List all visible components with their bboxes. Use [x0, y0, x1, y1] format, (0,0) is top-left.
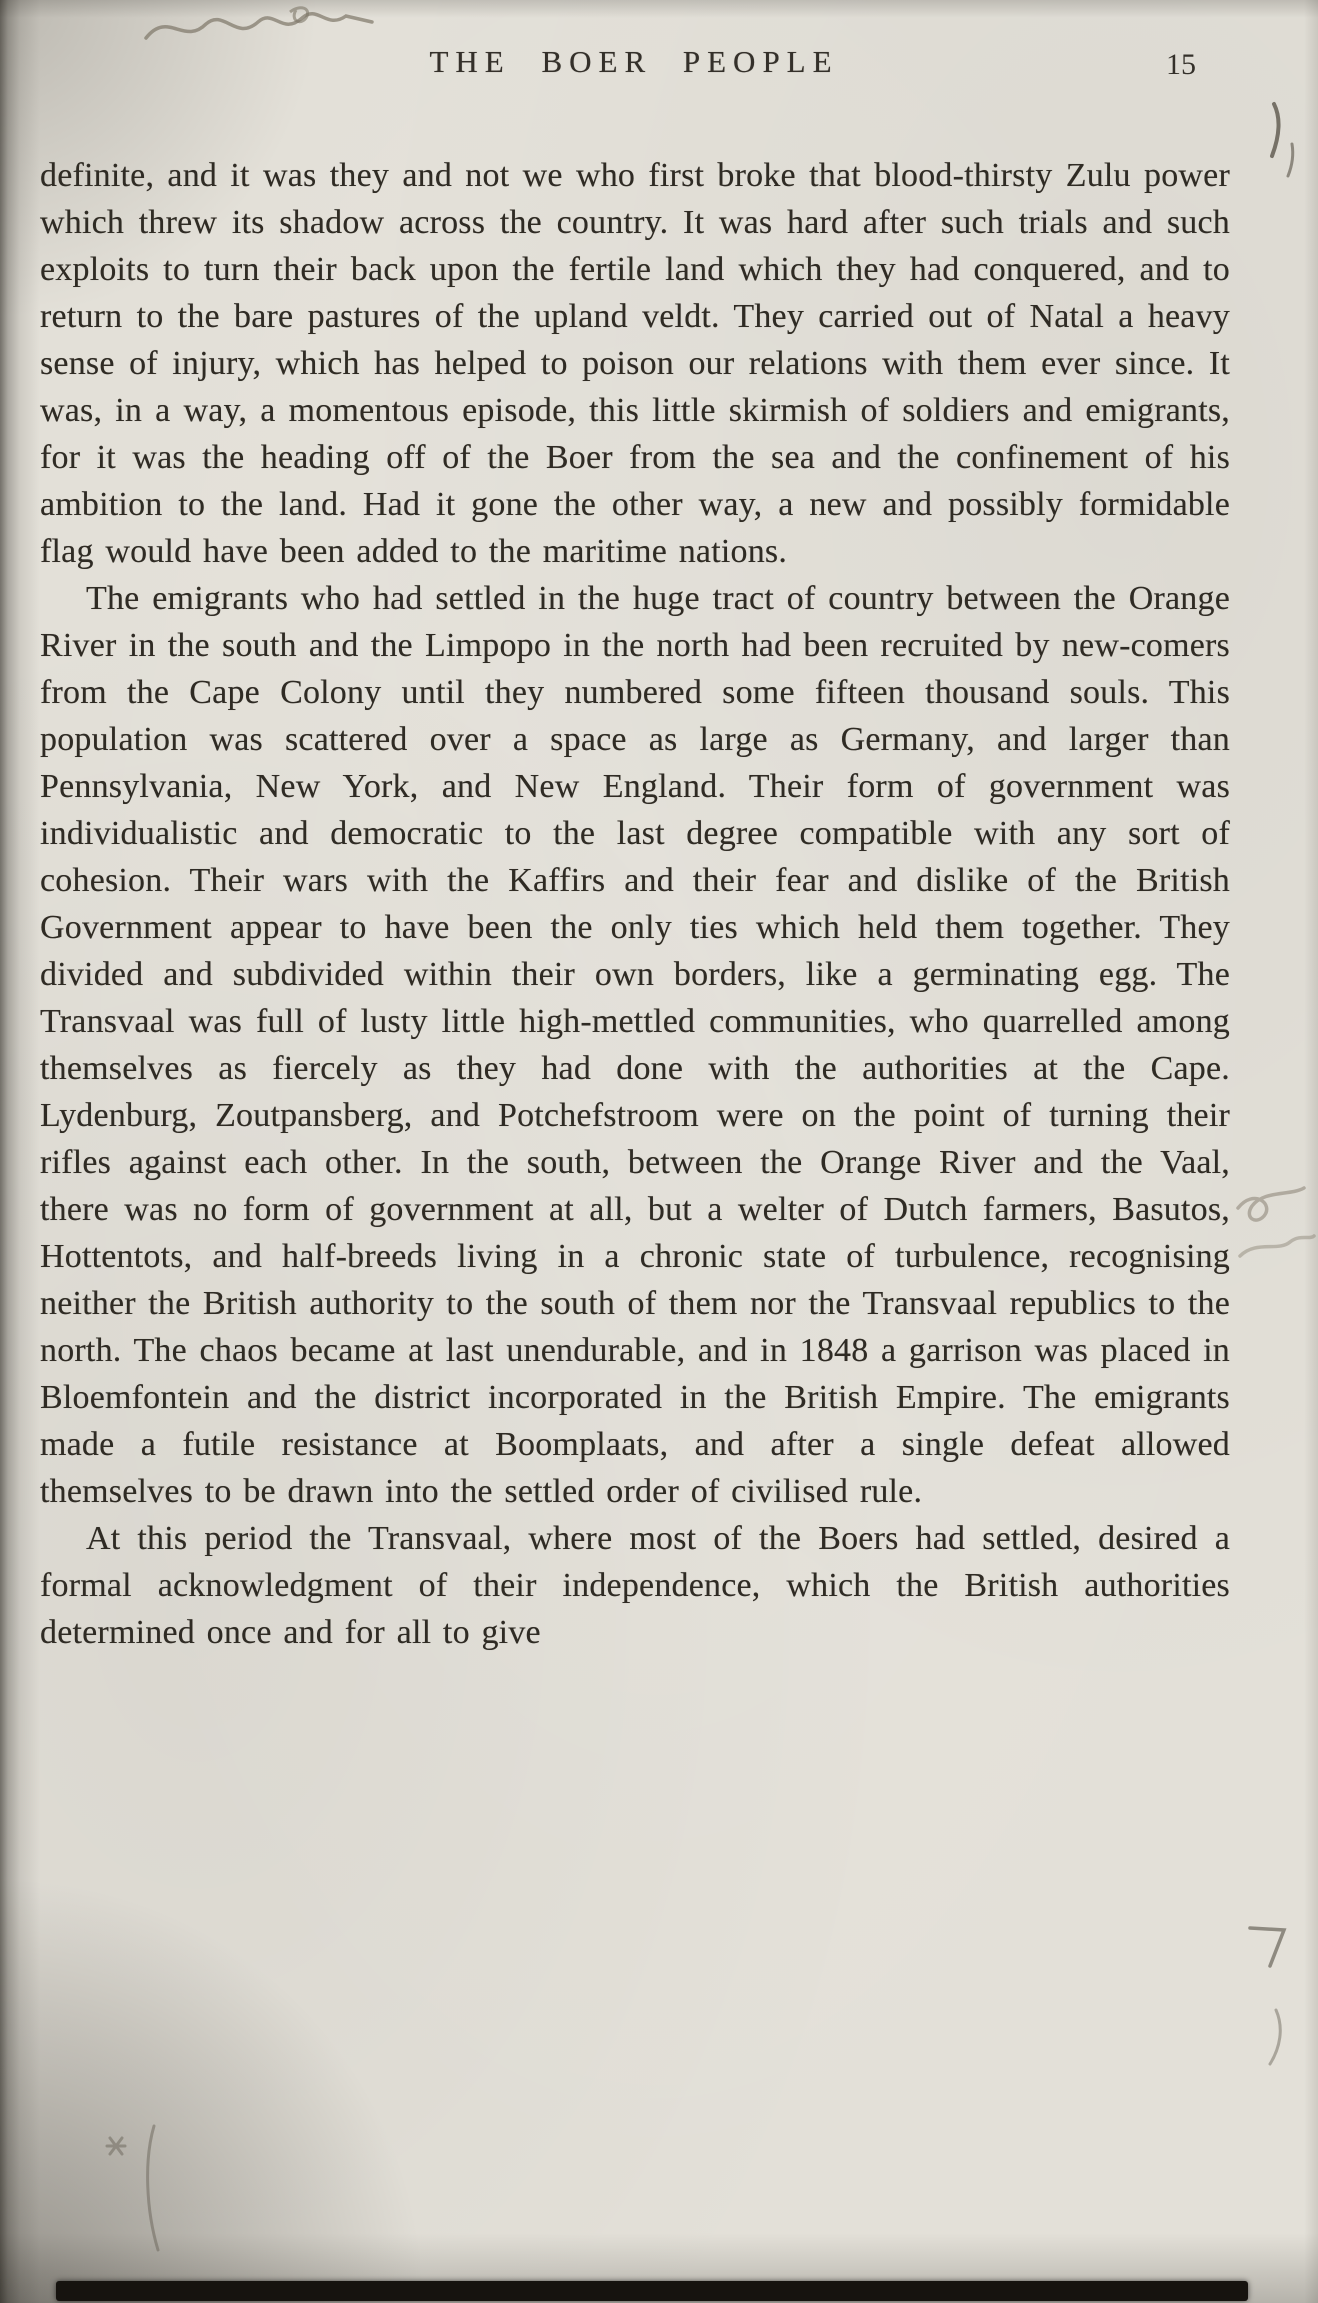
body-paragraph: At this period the Transvaal, where most of the Boers had settled, desired a formal acknowledgment of their independence, which the British authorities determined once and for all to give: [40, 1520, 1230, 1651]
pencil-mark-right-middle: [1230, 1178, 1318, 1298]
pencil-mark-bottom-left: [88, 2120, 208, 2270]
scan-edge-top: [0, 0, 1318, 18]
page-header: [40, 44, 1228, 96]
ink-mark-right-top: [1264, 100, 1304, 180]
scan-edge-left: [0, 0, 40, 2303]
pencil-mark-right-bottom: [1240, 1920, 1300, 2070]
scan-edge-right: [1304, 0, 1318, 2303]
page-number: 15: [1166, 48, 1196, 81]
body-paragraph: definite, and it was they and not we who first broke that blood-thirsty Zulu power which threw its shadow across the country. It was hard after such trials and such exploits to turn their back upon the fertile land which they had conquered, and to return to the bare pastures of the upland veldt. They carried out of Natal a heavy sense of injury, which has helped to poison our relations with them ever since. It was, in a way, a momentous episode, this little skirmish of soldiers and emigrants, for it was the heading off of the Boer from the sea and the confinement of his ambition to the land. Had it gone the other way, a new and possibly formidable flag would have been added to the maritime nations.: [40, 157, 1230, 570]
running-header-title: THE BOER PEOPLE: [429, 44, 839, 79]
body-paragraph: The emigrants who had settled in the huge tract of country between the Orange River in the south and the Limpopo in the north had been recruited by new-comers from the Cape Colony until they numbered some fifteen thousand souls. This population was scattered over a space as large as Germany, and larger than Pennsylvania, New York, and New England. Their form of government was individualistic and democratic to the last degree compatible with any sort of cohesion. Their wars with the Kaffirs and their fear and dislike of the British Government appear to have been the only ties which held them together. They divided and subdivided within their own borders, like a germinating egg. The Transvaal was full of lusty little high-mettled communities, who quarrelled among themselves as fiercely as they had done with the authorities at the Cape. Lydenburg, Zoutpansberg, and Potchefstroom were on the point of turning their rifles against each other. In the south, between the Orange River and the Vaal, there was no form of government at all, but a welter of Dutch farmers, Basutos, Hottentots, and half-breeds living in a chronic state of turbulence, recognising neither the British authority to the south of them nor the Transvaal republics to the north. The chaos became at last unendurable, and in 1848 a garrison was placed in Bloemfontein and the district incorporated in the British Empire. The emigrants made a futile resistance at Boomplaats, and after a single defeat allowed themselves to be drawn into the settled order of civilised rule.: [40, 580, 1230, 1510]
scan-bottom-strip: [56, 2281, 1248, 2301]
body-text-block: [40, 152, 1230, 1656]
